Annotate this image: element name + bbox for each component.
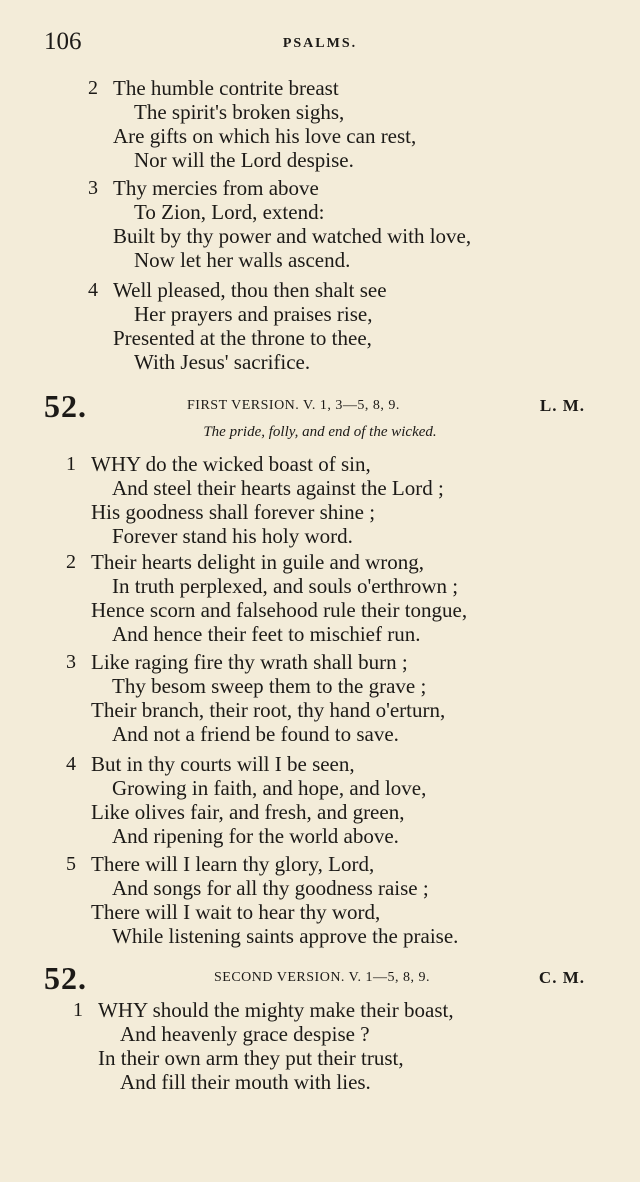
verse-line: Their hearts delight in guile and wrong, [91,550,424,574]
verse-line: Thy mercies from above [113,176,319,200]
verse-line: And songs for all thy goodness raise ; [112,876,429,900]
meter-label: C. M. [538,968,585,987]
verse-line: Built by thy power and watched with love, [113,224,472,248]
verse-line: WHY do the wicked boast of sin, [91,452,371,476]
stanza-number: 1 [73,999,83,1021]
running-title: PSALMS. [282,36,358,51]
page-number: 106 [44,28,82,55]
verse-line: And steel their hearts against the Lord ; [112,476,444,500]
meter-label: L. M. [539,396,585,415]
verse-line: And ripening for the world above. [112,824,399,848]
verse-line: And hence their feet to mischief run. [112,622,421,646]
verse-line: Forever stand his holy word. [112,524,353,548]
verse-line: There will I learn thy glory, Lord, [91,852,375,876]
verse-line: With Jesus' sacrifice. [134,350,311,374]
verse-line: In their own arm they put their trust, [98,1046,404,1070]
psalm-number: 52. [44,960,87,996]
verse-line: In truth perplexed, and souls o'erthrown ; [112,574,459,598]
stanza-number: 4 [66,753,76,775]
verse-line: The humble contrite breast [113,76,339,100]
verse-line: There will I wait to hear thy word, [91,900,381,924]
stanza-number: 2 [88,77,98,99]
verse-line: Like olives fair, and fresh, and green, [91,800,405,824]
psalm-heading [44,388,585,426]
stanza-number: 1 [66,453,76,475]
verse-line: To Zion, Lord, extend: [134,200,325,224]
verse-line: Presented at the throne to thee, [113,326,372,350]
verse-line: But in thy courts will I be seen, [91,752,355,776]
stanza-number: 3 [88,177,98,199]
verse-line: And not a friend be found to save. [112,722,399,746]
stanza-number: 2 [66,551,76,573]
verse-line: His goodness shall forever shine ; [91,500,376,524]
verse-line: While listening saints approve the praise. [112,924,459,948]
page-header [44,28,596,58]
verse-line: Hence scorn and falsehood rule their tongue, [91,598,468,622]
stanza-number: 4 [88,279,98,301]
stanza-number: 3 [66,651,76,673]
verse-line: And fill their mouth with lies. [120,1070,371,1094]
verse-line: Thy besom sweep them to the grave ; [112,674,427,698]
psalm-subtitle: The pride, folly, and end of the wicked. [203,424,437,440]
verse-line: Like raging fire thy wrath shall burn ; [91,650,408,674]
psalm-heading [44,960,585,998]
verse-line: Nor will the Lord despise. [134,148,354,172]
verse-line: Now let her walls ascend. [134,248,351,272]
version-label: FIRST VERSION. V. 1, 3—5, 8, 9. [187,398,400,413]
stanza-number: 5 [66,853,76,875]
verse-line: Their branch, their root, thy hand o'erturn, [91,698,446,722]
verse-line: WHY should the mighty make their boast, [98,998,454,1022]
verse-line: And heavenly grace despise ? [120,1022,370,1046]
verse-line: Are gifts on which his love can rest, [113,124,417,148]
verse-line: Growing in faith, and hope, and love, [112,776,427,800]
verse-line: Well pleased, thou then shalt see [113,278,387,302]
verse-line: The spirit's broken sighs, [134,100,345,124]
psalm-number: 52. [44,388,87,424]
verse-line: Her prayers and praises rise, [134,302,373,326]
version-label: SECOND VERSION. V. 1—5, 8, 9. [214,970,430,985]
